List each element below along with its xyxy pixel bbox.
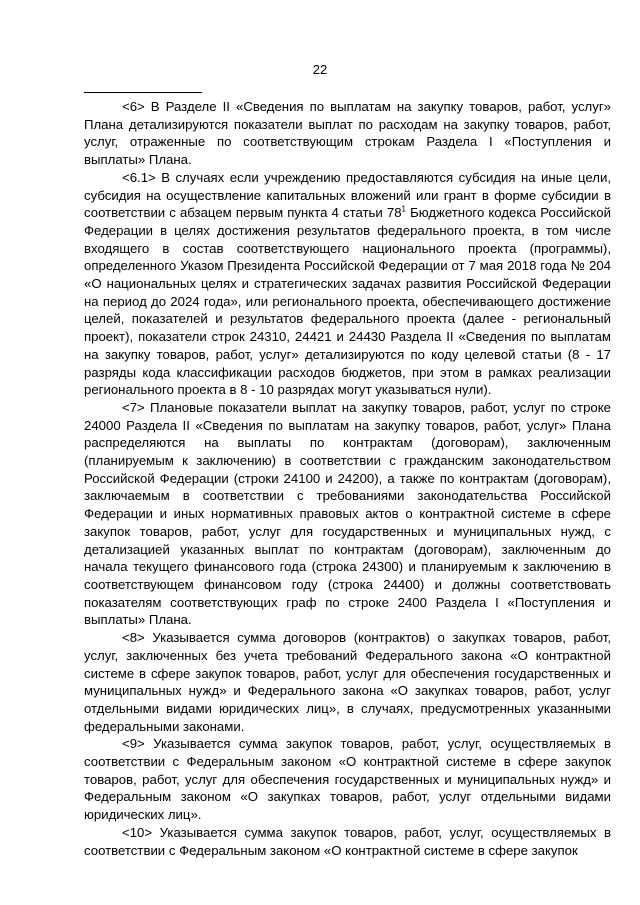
footnote-9: <9> Указывается сумма закупок товаров, работ, услуг, осуществляемых в соответствии с Федеральным законом «О контрактной системе в сфере закупок товаров, работ, услуг для обеспечения государственных и муниципальных нужд» и Федеральным законом «О закупках товаров, работ, услуг отдельными видами юридических лиц».: [84, 736, 611, 823]
footnote-divider: [84, 92, 202, 93]
footnote-10: <10> Указывается сумма закупок товаров, работ, услуг, осуществляемых в соответствии с Федеральным законом «О контрактной системе в сфере закупок: [84, 824, 611, 858]
footnotes: [84, 98, 611, 860]
footnote-7: <7> Плановые показатели выплат на закупку товаров, работ, услуг по строке 24000 Раздела II «Сведения по выплатам на закупку товаров, работ, услуг» Плана распределяются на выплаты по контрактам (договорам), заключенным (планируемым к заключению) в соответствии с гражданским законодательством Российской Федерации (строки 24100 и 24200), а также по контрактам (договорам), заключаемым в соответствии с требованиями законодательства Российской Федерации и иных нормативных правовых актов о контрактной системе в сфере закупок товаров, работ, услуг для государственных и муниципальных нужд, с детализацией указанных выплат по контрактам (договорам), заключенным до начала текущего финансового года (строка 24300) и планируемым к заключению в соответствующем финансовом году (строка 24400) и должны соответствовать показателям соответствующих граф по строке 2400 Раздела I «Поступления и выплаты» Плана.: [84, 399, 611, 628]
footnote-8: <8> Указывается сумма договоров (контрактов) о закупках товаров, работ, услуг, заключенных без учета требований Федерального закона «О контрактной системе в сфере закупок товаров, работ, услуг для обеспечения государственных и муниципальных нужд» и Федерального закона «О закупках товаров, работ, услуг отдельными видами юридических лиц», в случаях, предусмотренных указанными федеральными законами.: [84, 630, 611, 734]
footnote-6-1-text-start: <6.1> В случаях если учреждению предоставляются субсидия на иные цели, субсидия на осуществление капитальных вложений или грант в форме субсидии в соответствии с абзацем первым пункта 4 статьи 78: [84, 169, 611, 221]
footnote-6-1: [84, 169, 611, 399]
footnote-6: <6> В Разделе II «Сведения по выплатам на закупку товаров, работ, услуг» Плана детализируются показатели выплат по расходам на закупку товаров, работ, услуг, отраженные по соответствующим строкам Раздела I «Поступления и выплаты» Плана.: [84, 99, 611, 168]
footnote-6-1-superscript: 1: [401, 204, 406, 214]
page-number: 22: [312, 62, 328, 77]
footnote-6-1-text-end: Бюджетного кодекса Российской Федерации в целях достижения результатов федерального проекта, в том числе входящего в состав соответствующего национального проекта (программы), определенного Указом Президента Российской Федерации от 7 мая 2018 года № 204 «О национальных целях и стратегических задачах развития Российской Федерации на период до 2024 года», или регионального проекта, обеспечивающего достижение целей, показателей и результатов федерального проекта (далее - региональный проект), показатели строк 24310, 24421 и 24430 Раздела II «Сведения по выплатам на закупку товаров, работ, услуг» детализируются по коду целевой статьи (8 - 17 разряды кода классификации расходов бюджетов, при этом в рамках реализации регионального проекта в 8 - 10 разрядах могут указываться нули).: [84, 205, 611, 398]
